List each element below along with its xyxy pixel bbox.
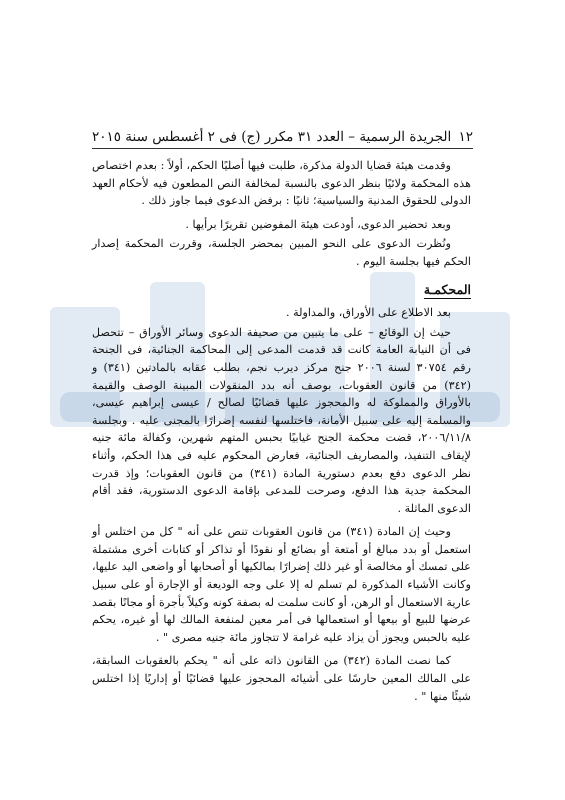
paragraph-article-342: كما نصت المادة (٣٤٢) من القانون ذاته على أنه " يحكم بالعقوبات السابقة، على المالك المعين حارسًا على أشيائه المحجوز عليها قضائيًا أو إداريًا إذا اختلس شيئًا منها " . — [92, 654, 471, 703]
paragraph-after-review: بعد الاطلاع على الأوراق، والمداولة . — [285, 306, 451, 320]
paragraph-state-memo: وقدمت هيئة قضايا الدولة مذكرة، طلبت فيها أصليًا الحكم، أولاً : بعدم اختصاص هذه المحكمة ولائيًا بنظر الدعوى بالنسبة لمخالفة النص المطعون فيه لأحكام العهد الدولى للحقوق المدنية والسياسية؛ ثانيًا : برفض الدعوى فيما جاوز ذلك . — [92, 159, 471, 208]
page-header — [92, 128, 473, 149]
paragraph-facts: حيث إن الوقائع – على ما يتبين من صحيفة الدعوى وسائر الأوراق – تتحصل فى أن النيابة العامة كانت قد قدمت المدعى إلى المحاكمة الجنائية، فى الجنحة رقم ٣٠٧٥٤ لسنة ٢٠٠٦ جنح مركز ديرب نجم، بطلب عقابه بالمادتين (٣٤١) و (٣٤٢) من قانون العقوبات، بوصف أنه بدد المنقولات المبينة الوصف والقيمة بالأوراق والمملوكة له والمحجوز عليها قضائيًا لصالح / عيسى إبراهيم عيسى، والمسلمة إليه على سبيل الأمانة، فاختلسها لنفسه إضرارًا بالمجنى عليه . وبجلسة ٢٠٠٦/١١/٨، قضت محكمة الجنح غيابيًا بحبس المتهم شهرين، وكفالة مائة جنيه لإيقاف التنفيذ، والمصاريف الجنائية، فعارض المحكوم عليه فى هذا الحكم، وأثناء نظر الدعوى دفع بعدم دستورية المادة (٣٤١) من قانون العقوبات؛ وإذ قدرت المحكمة جدية هذا الدفع، وصرحت للمدعى بإقامة الدعوى الدستورية، فقد أقام الدعوى الماثلة . — [92, 325, 471, 515]
document-body — [92, 157, 471, 711]
section-heading-court: المحكمـة — [423, 281, 471, 297]
paragraph-article-341: وحيث إن المادة (٣٤١) من قانون العقوبات تنص على أنه " كل من اختلس أو استعمل أو بدد مبالغ أو أمتعة أو بضائع أو نقودًا أو تذاكر أو كتابات أخرى مشتملة على تمسك أو مخالصة أو غير ذلك إضرارًا بمالكيها أو أصحابها أو واضعى اليد عليها، وكانت الأشياء المذكورة لم تسلم له إلا على وجه الوديعة أو الإجارة أو على سبيل عارية الاستعمال أو الرهن، أو كانت سلمت له بصفة كونه وكيلاً بأجرة أو مجانًا بقصد عرضها للبيع أو بيعها أو استعمالها فى أمر معين لمنفعة المالك لها أو غيره، يحكم عليه بالحبس ويجوز أن يزاد عليه غرامة لا تتجاوز مائة جنيه مصرى " . — [92, 525, 471, 644]
gazette-title: الجريدة الرسمية – العدد ٣١ مكرر (ج) فى ٢ أغسطس سنة ٢٠١٥ — [92, 129, 452, 145]
paragraph-hearing: ونُظرت الدعوى على النحو المبين بمحضر الجلسة، وقررت المحكمة إصدار الحكم فيها بجلسة اليوم . — [92, 237, 471, 268]
page-number: ١٢ — [458, 129, 473, 145]
paragraph-commissioners-report: وبعد تحضير الدعوى، أودعت هيئة المفوضين تقريرًا برأيها . — [185, 217, 451, 231]
